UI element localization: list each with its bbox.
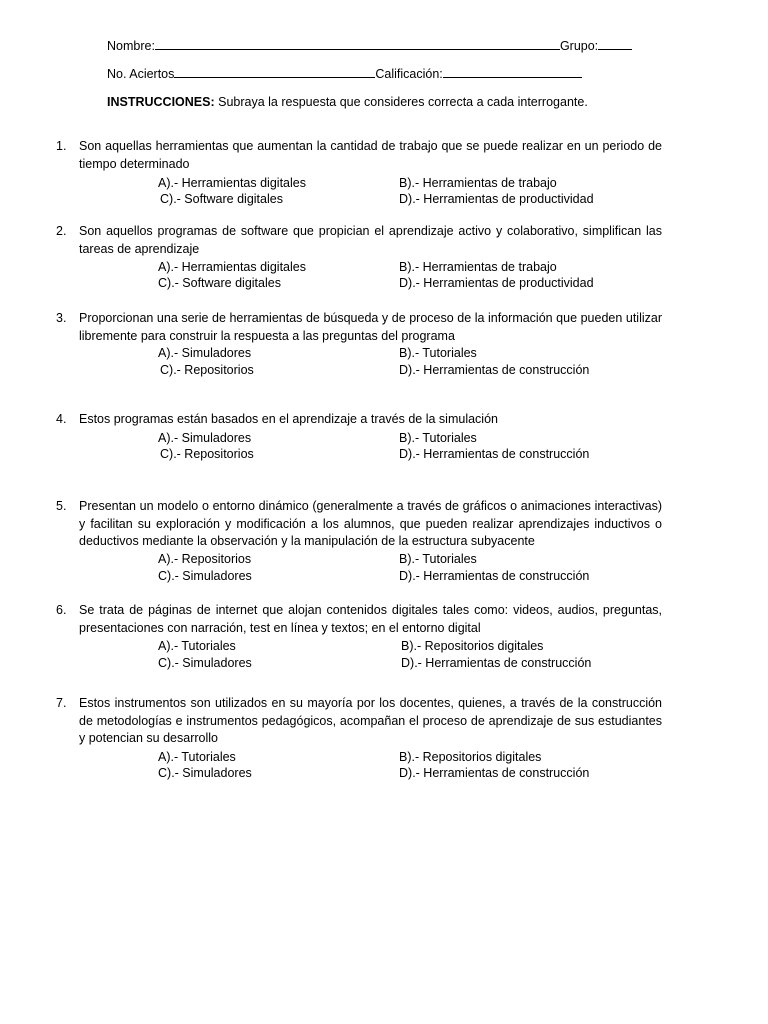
instructions-label: INSTRUCCIONES: [107, 95, 215, 109]
score-row [107, 66, 582, 82]
grupo-label: Grupo: [559, 39, 599, 53]
option-c[interactable]: C).- Software digitales [158, 276, 281, 290]
aciertos-label: No. Aciertos [107, 67, 175, 81]
option-a[interactable]: A).- Repositorios [158, 552, 252, 566]
option-c[interactable]: C).- Simuladores [158, 656, 252, 670]
option-c[interactable]: C).- Software digitales [160, 192, 283, 206]
option-b[interactable]: B).- Herramientas de trabajo [399, 176, 557, 190]
question-text: Proporcionan una serie de herramientas de búsqueda y de proceso de la información que pueden utilizar libremente para construir la respuesta a las preguntas del programa [79, 311, 662, 343]
question-number: 5. [56, 499, 67, 513]
option-d[interactable]: D).- Herramientas de construcción [399, 569, 590, 583]
option-d[interactable]: D).- Herramientas de construcción [399, 766, 590, 780]
option-d[interactable]: D).- Herramientas de construcción [399, 363, 590, 377]
option-b[interactable]: B).- Repositorios digitales [399, 750, 542, 764]
option-c[interactable]: C).- Repositorios [160, 447, 254, 461]
question-text: Estos programas están basados en el aprendizaje a través de la simulación [79, 412, 498, 426]
question-text: Se trata de páginas de internet que alojan contenidos digitales tales como: videos, audios, preguntas, presentaciones con narración, test en línea y textos; en el entorno digital [79, 603, 662, 635]
option-a[interactable]: A).- Herramientas digitales [158, 260, 306, 274]
option-d[interactable]: D).- Herramientas de construcción [401, 656, 592, 670]
name-group-row [107, 38, 632, 54]
aciertos-blank[interactable] [174, 66, 375, 78]
option-b[interactable]: B).- Repositorios digitales [401, 639, 544, 653]
option-d[interactable]: D).- Herramientas de productividad [399, 192, 594, 206]
option-b[interactable]: B).- Tutoriales [399, 552, 477, 566]
option-a[interactable]: A).- Tutoriales [158, 750, 236, 764]
option-d[interactable]: D).- Herramientas de construcción [399, 447, 590, 461]
question-number: 4. [56, 412, 67, 426]
option-a[interactable]: A).- Simuladores [158, 431, 252, 445]
option-c[interactable]: C).- Repositorios [160, 363, 254, 377]
question-text: Son aquellas herramientas que aumentan la cantidad de trabajo que se puede realizar en un periodo de tiempo determinado [79, 139, 662, 171]
option-a[interactable]: A).- Tutoriales [158, 639, 236, 653]
question-number: 7. [56, 696, 67, 710]
nombre-label: Nombre: [107, 39, 155, 53]
question-number: 1. [56, 139, 67, 153]
option-a[interactable]: A).- Simuladores [158, 346, 252, 360]
calificacion-blank[interactable] [443, 66, 582, 78]
option-b[interactable]: B).- Tutoriales [399, 346, 477, 360]
question-text: Son aquellos programas de software que propician el aprendizaje activo y colaborativo, simplifican las tareas de aprendizaje [79, 224, 662, 256]
question-number: 2. [56, 224, 67, 238]
calificacion-label: Calificación: [375, 67, 443, 81]
question-text: Presentan un modelo o entorno dinámico (generalmente a través de gráficos o animaciones interactivas) y facilitan su exploración y modificación a los alumnos, que pueden realizar aprendizajes inductivos o deductivos mediante la observación y la manipulación de la estructura subyacente [79, 499, 662, 548]
option-a[interactable]: A).- Herramientas digitales [158, 176, 306, 190]
nombre-blank[interactable] [155, 38, 560, 50]
option-b[interactable]: B).- Herramientas de trabajo [399, 260, 557, 274]
grupo-blank[interactable] [598, 38, 632, 50]
instructions-text: Subraya la respuesta que consideres correcta a cada interrogante. [214, 95, 588, 109]
option-c[interactable]: C).- Simuladores [158, 766, 252, 780]
option-c[interactable]: C).- Simuladores [158, 569, 252, 583]
question-number: 6. [56, 603, 67, 617]
question-text: Estos instrumentos son utilizados en su mayoría por los docentes, quienes, a través de la construcción de metodologías e instrumentos pedagógicos, acompañan el proceso de aprendizaje de sus estudiantes y potencian su desarrollo [79, 696, 662, 745]
option-b[interactable]: B).- Tutoriales [399, 431, 477, 445]
question-number: 3. [56, 311, 67, 325]
option-d[interactable]: D).- Herramientas de productividad [399, 276, 594, 290]
instructions [107, 94, 588, 110]
